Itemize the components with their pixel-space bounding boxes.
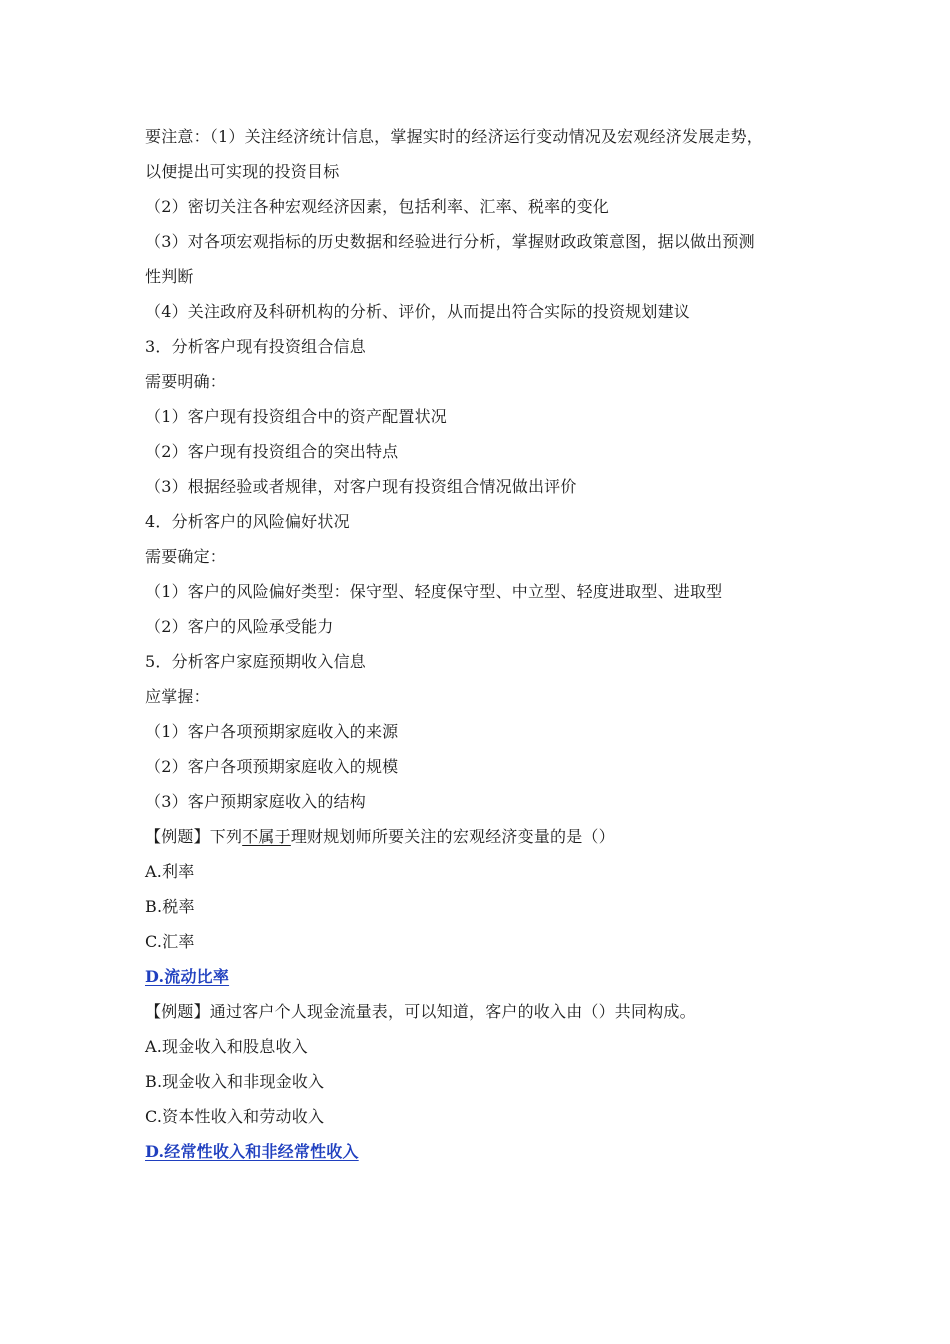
example-suffix: 理财规划师所要关注的宏观经济变量的是（） <box>290 827 615 846</box>
answer-link[interactable]: D.流动比率 <box>145 967 230 986</box>
text-line: 应掌握： <box>145 687 210 706</box>
example-prefix: 【例题】下列 <box>145 827 243 846</box>
option-c: C.资本性收入和劳动收入 <box>145 1107 325 1126</box>
example-question-1 <box>145 819 835 854</box>
text-line: 需要确定： <box>145 547 227 566</box>
document-body <box>145 119 835 1169</box>
example-question-2: 【例题】通过客户个人现金流量表，可以知道，客户的收入由（）共同构成。 <box>145 1002 696 1021</box>
text-line: 需要明确： <box>145 372 227 391</box>
text-line: （2）客户现有投资组合的突出特点 <box>145 442 399 461</box>
text-line: （2）客户的风险承受能力 <box>145 617 334 636</box>
example1-answer <box>145 959 835 994</box>
section-heading: 5．分析客户家庭预期收入信息 <box>145 652 366 671</box>
text-line: （1）客户的风险偏好类型：保守型、轻度保守型、中立型、轻度进取型、进取型 <box>145 582 723 601</box>
text-line: （1）客户现有投资组合中的资产配置状况 <box>145 407 447 426</box>
section-heading: 4．分析客户的风险偏好状况 <box>145 512 350 531</box>
text-line: （1）客户各项预期家庭收入的来源 <box>145 722 399 741</box>
text-line: （3）根据经验或者规律，对客户现有投资组合情况做出评价 <box>145 477 577 496</box>
section-heading: 3．分析客户现有投资组合信息 <box>145 337 366 356</box>
text-line: 要注意：（1）关注经济统计信息，掌握实时的经济运行变动情况及宏观经济发展走势， <box>145 127 763 146</box>
text-line: 以便提出可实现的投资目标 <box>145 162 340 181</box>
text-line: （2）客户各项预期家庭收入的规模 <box>145 757 399 776</box>
option-b: B.税率 <box>145 897 195 916</box>
answer-link[interactable]: D.经常性收入和非经常性收入 <box>145 1142 359 1161</box>
option-a: A.利率 <box>145 862 195 881</box>
text-line: （3）客户预期家庭收入的结构 <box>145 792 366 811</box>
option-b: B.现金收入和非现金收入 <box>145 1072 325 1091</box>
text-line: （2）密切关注各种宏观经济因素，包括利率、汇率、税率的变化 <box>145 197 609 216</box>
example2-answer <box>145 1134 835 1169</box>
text-line: （3）对各项宏观指标的历史数据和经验进行分析，掌握财政政策意图，据以做出预测 <box>145 232 755 251</box>
option-a: A.现金收入和股息收入 <box>145 1037 308 1056</box>
text-line: （4）关注政府及科研机构的分析、评价，从而提出符合实际的投资规划建议 <box>145 302 690 321</box>
option-c: C.汇率 <box>145 932 195 951</box>
example-underlined-term: 不属于 <box>242 827 291 846</box>
text-line: 性判断 <box>145 267 194 286</box>
